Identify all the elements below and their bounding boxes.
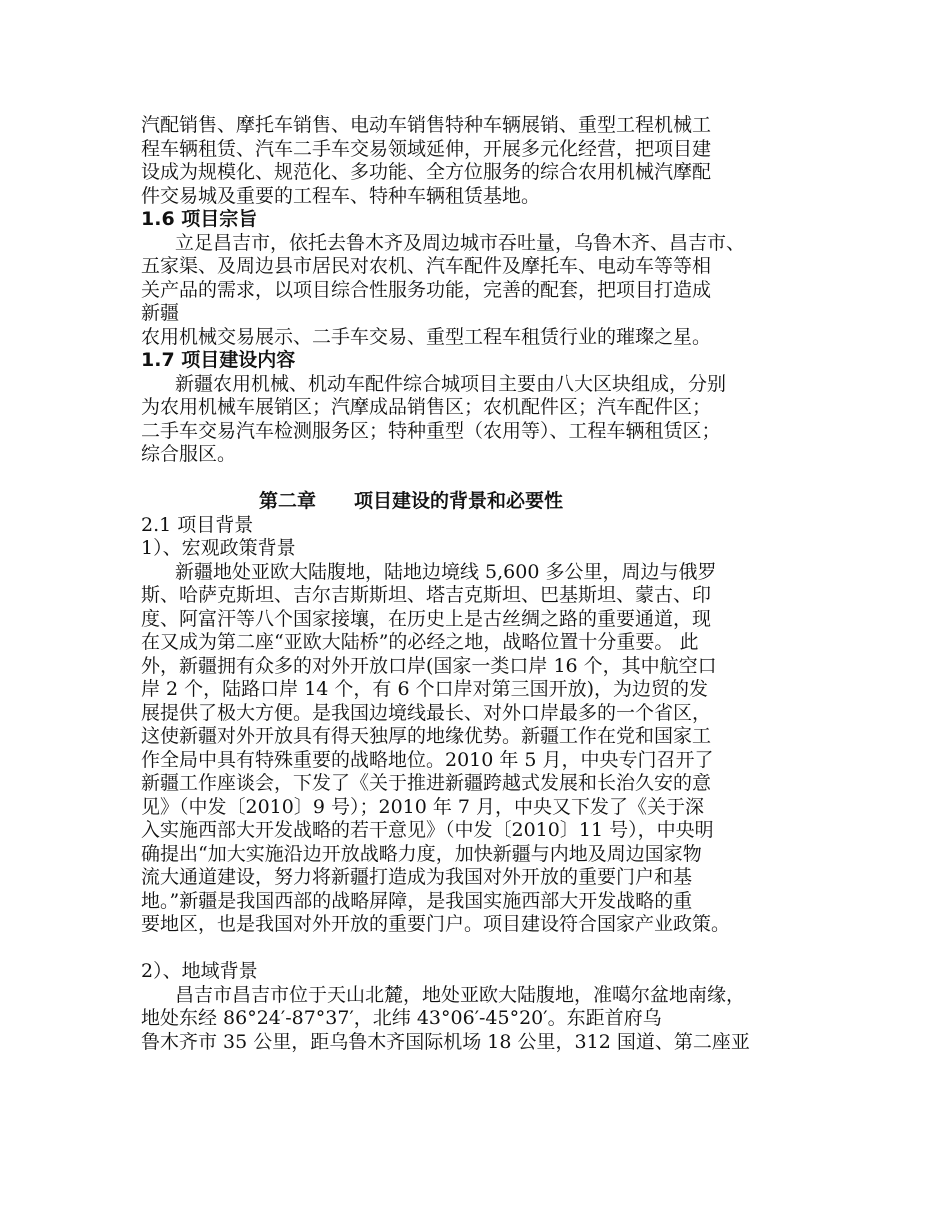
body-text-line: 新疆地处亚欧大陆腹地，陆地边境线 5,600 多公里，周边与俄罗 xyxy=(175,560,717,583)
body-text-line: 件交易城及重要的工程车、特种车辆租赁基地。 xyxy=(141,184,541,207)
document-page xyxy=(141,114,831,1054)
body-text-line: 在又成为第二座“亚欧大陆桥”的必经之地，战略位置十分重要。 此 xyxy=(141,631,699,653)
body-text-line: 为农用机械车展销区；汽摩成品销售区；农机配件区；汽车配件区； xyxy=(141,396,712,418)
body-text-line: 确提出“加大实施沿边开放战略力度，加快新疆与内地及周边国家物 xyxy=(141,842,702,865)
subsection-heading-macro: 1）、宏观政策背景 xyxy=(141,537,296,559)
body-text-line: 程车辆租赁、汽车二手车交易领域延伸，开展多元化经营，把项目建 xyxy=(141,137,712,160)
section-heading-1-7: 1.7 项目建设内容 xyxy=(141,349,296,371)
body-text-line: 关产品的需求，以项目综合性服务功能，完善的配套，把项目打造成 xyxy=(141,278,712,301)
body-text-line: 外，新疆拥有众多的对外开放口岸(国家一类口岸 16 个，其中航空口 xyxy=(141,654,717,677)
body-text-line: 展提供了极大方便。是我国边境线最长、对外口岸最多的一个省区， xyxy=(141,701,712,724)
body-text-line: 要地区，也是我国对外开放的重要门户。项目建设符合国家产业政策。 xyxy=(141,913,731,935)
body-text-line: 二手车交易汽车检测服务区；特种重型（农用等）、工程车辆租赁区； xyxy=(141,419,721,442)
body-text-line: 地处东经 86°24′-87°37′，北纬 43°06′-45°20′。东距首府乌 xyxy=(141,1007,662,1029)
body-text-line: 汽配销售、摩托车销售、电动车销售特种车辆展销、重型工程机械工 xyxy=(141,114,712,136)
body-text-line: 新疆 xyxy=(141,302,180,324)
body-text-line: 这使新疆对外开放具有得天独厚的地缘优势。新疆工作在党和国家工 xyxy=(141,725,712,747)
body-text-line: 设成为规模化、规范化、多功能、全方位服务的综合农用机械汽摩配 xyxy=(141,161,712,183)
body-text-line: 岸 2 个，陆路口岸 14 个，有 6 个口岸对第三国开放)，为边贸的发 xyxy=(141,678,709,700)
body-text-line: 斯、哈萨克斯坦、吉尔吉斯斯坦、塔吉克斯坦、巴基斯坦、蒙古、印 xyxy=(141,584,712,606)
body-text-line: 新疆农用机械、机动车配件综合城项目主要由八大区块组成，分别 xyxy=(175,372,727,395)
body-text-line: 入实施西部大开发战略的若干意见》（中发〔2010〕11 号），中央明 xyxy=(141,819,714,841)
body-text-line: 农用机械交易展示、二手车交易、重型工程车租赁行业的璀璨之星。 xyxy=(141,325,712,348)
section-heading-2-1: 2.1 项目背景 xyxy=(141,513,254,536)
body-text-line: 作全局中具有特殊重要的战略地位。2010 年 5 月，中央专门召开了 xyxy=(141,748,714,771)
body-text-line: 立足昌吉市，依托去鲁木齐及周边城市吞吐量，乌鲁木齐、昌吉市、 xyxy=(175,231,746,254)
blank-line xyxy=(141,467,831,491)
body-text-line: 鲁木齐市 35 公里，距乌鲁木齐国际机场 18 公里，312 国道、第二座亚 xyxy=(141,1030,750,1053)
body-text-line: 五家渠、及周边县市居民对农机、汽车配件及摩托车、电动车等等相 xyxy=(141,255,712,277)
body-text-line: 见》（中发〔2010〕9 号）；2010 年 7 月，中央又下发了《关于深 xyxy=(141,795,705,818)
body-text-line: 新疆工作座谈会，下发了《关于推进新疆跨越式发展和长治久安的意 xyxy=(141,772,712,794)
section-heading-1-6: 1.6 项目宗旨 xyxy=(141,208,258,230)
body-text-line: 流大通道建设，努力将新疆打造成为我国对外开放的重要门户和基 xyxy=(141,866,693,888)
body-text-line: 昌吉市昌吉市位于天山北麓，地处亚欧大陆腹地，准噶尔盆地南缘， xyxy=(175,983,746,1006)
body-text-line: 综合服区。 xyxy=(141,443,237,465)
body-text-line: 度、阿富汗等八个国家接壤，在历史上是古丝绸之路的重要通道，现 xyxy=(141,607,712,630)
subsection-heading-region: 2）、地域背景 xyxy=(141,960,258,982)
blank-line xyxy=(141,937,831,961)
body-text-line: 地。”新疆是我国西部的战略屏障，是我国实施西部大开发战略的重 xyxy=(141,889,693,912)
chapter-title: 第二章 项目建设的背景和必要性 xyxy=(259,490,564,512)
